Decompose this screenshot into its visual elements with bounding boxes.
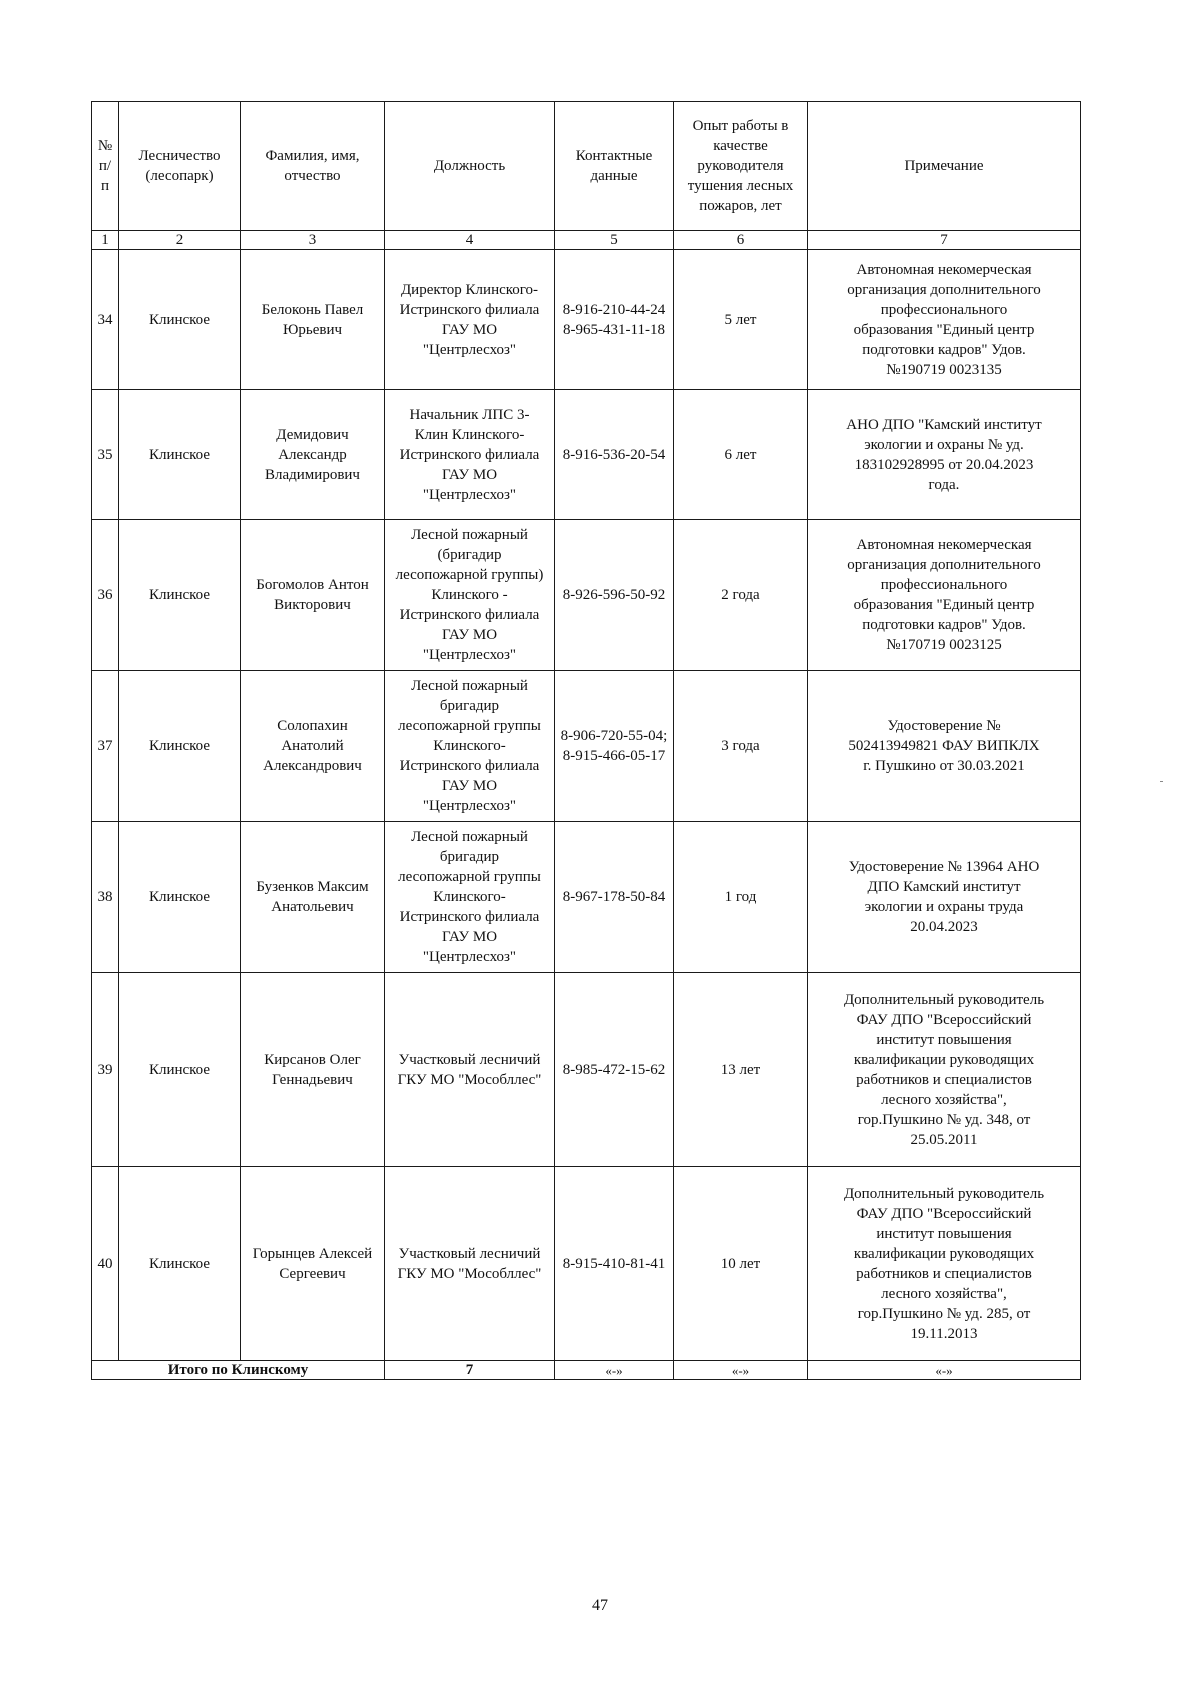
contacts-cell: 8-916-210-44-24 8-965-431-11-18 [555, 250, 674, 390]
column-numbers-row [92, 231, 1081, 250]
note-cell: Автономная некомерческая организация дополнительного профессионального образования "Единый центр подготовки кадров" Удов. №170719 0023125 [808, 520, 1081, 671]
name-cell: Кирсанов Олег Геннадьевич [241, 973, 385, 1167]
note-cell: АНО ДПО "Камский институт экологии и охраны № уд. 183102928995 от 20.04.2023 года. [808, 390, 1081, 520]
total-contacts-ditto: «-» [555, 1361, 674, 1380]
row-number: 35 [92, 390, 119, 520]
table-row [92, 822, 1081, 973]
name-cell: Белоконь Павел Юрьевич [241, 250, 385, 390]
experience-cell: 2 года [674, 520, 808, 671]
note-cell: Дополнительный руководитель ФАУ ДПО "Всероссийский институт повышения квалификации руководящих работников и специалистов лесного хозяйства", гор.Пушкино № уд. 348, от 25.05.2011 [808, 973, 1081, 1167]
experience-cell: 10 лет [674, 1167, 808, 1361]
header-name: Фамилия, имя, отчество [241, 102, 385, 231]
forestry-cell: Клинское [119, 250, 241, 390]
position-cell: Начальник ЛПС 3- Клин Клинского- Истринского филиала ГАУ МО "Центрлесхоз" [385, 390, 555, 520]
contacts-cell: 8-985-472-15-62 [555, 973, 674, 1167]
name-cell: Солопахин Анатолий Александрович [241, 671, 385, 822]
note-cell: Удостоверение № 502413949821 ФАУ ВИПКЛХ г. Пушкино от 30.03.2021 [808, 671, 1081, 822]
total-note-ditto: «-» [808, 1361, 1081, 1380]
row-number: 40 [92, 1167, 119, 1361]
forestry-cell: Клинское [119, 520, 241, 671]
table-header-row [92, 102, 1081, 231]
forestry-cell: Клинское [119, 671, 241, 822]
position-cell: Лесной пожарный (бригадир лесопожарной группы) Клинского - Истринского филиала ГАУ МО "Центрлесхоз" [385, 520, 555, 671]
table-row [92, 1167, 1081, 1361]
table-row [92, 390, 1081, 520]
experience-cell: 3 года [674, 671, 808, 822]
total-label: Итого по Клинскому [92, 1361, 385, 1380]
header-forestry: Лесничество (лесопарк) [119, 102, 241, 231]
note-cell: Дополнительный руководитель ФАУ ДПО "Всероссийский институт повышения квалификации руководящих работников и специалистов лесного хозяйства", гор.Пушкино № уд. 285, от 19.11.2013 [808, 1167, 1081, 1361]
name-cell: Богомолов Антон Викторович [241, 520, 385, 671]
total-count: 7 [385, 1361, 555, 1380]
contacts-cell: 8-926-596-50-92 [555, 520, 674, 671]
scan-speck [1160, 781, 1163, 782]
experience-cell: 13 лет [674, 973, 808, 1167]
table-row [92, 520, 1081, 671]
position-cell: Участковый лесничий ГКУ МО "Мособллес" [385, 973, 555, 1167]
header-number: № п/п [92, 102, 119, 231]
forestry-cell: Клинское [119, 390, 241, 520]
page-number: 47 [592, 1597, 608, 1614]
column-number: 1 [92, 231, 119, 250]
column-number: 5 [555, 231, 674, 250]
header-note: Примечание [808, 102, 1081, 231]
total-row [92, 1361, 1081, 1380]
row-number: 37 [92, 671, 119, 822]
contacts-cell: 8-916-536-20-54 [555, 390, 674, 520]
table-row [92, 671, 1081, 822]
row-number: 38 [92, 822, 119, 973]
contacts-cell: 8-915-410-81-41 [555, 1167, 674, 1361]
name-cell: Бузенков Максим Анатольевич [241, 822, 385, 973]
contacts-cell: 8-906-720-55-04; 8-915-466-05-17 [555, 671, 674, 822]
row-number: 34 [92, 250, 119, 390]
column-number: 6 [674, 231, 808, 250]
experience-cell: 6 лет [674, 390, 808, 520]
header-experience: Опыт работы в качестве руководителя тушения лесных пожаров, лет [674, 102, 808, 231]
contacts-cell: 8-967-178-50-84 [555, 822, 674, 973]
position-cell: Директор Клинского- Истринского филиала ГАУ МО "Центрлесхоз" [385, 250, 555, 390]
header-position: Должность [385, 102, 555, 231]
forestry-staff-table [91, 101, 1081, 1380]
forestry-cell: Клинское [119, 973, 241, 1167]
position-cell: Участковый лесничий ГКУ МО "Мособллес" [385, 1167, 555, 1361]
table-row [92, 250, 1081, 390]
column-number: 3 [241, 231, 385, 250]
position-cell: Лесной пожарный бригадир лесопожарной группы Клинского- Истринского филиала ГАУ МО "Центрлесхоз" [385, 822, 555, 973]
row-number: 39 [92, 973, 119, 1167]
experience-cell: 5 лет [674, 250, 808, 390]
experience-cell: 1 год [674, 822, 808, 973]
column-number: 2 [119, 231, 241, 250]
column-number: 4 [385, 231, 555, 250]
total-experience-ditto: «-» [674, 1361, 808, 1380]
table-row [92, 973, 1081, 1167]
name-cell: Демидович Александр Владимирович [241, 390, 385, 520]
forestry-cell: Клинское [119, 822, 241, 973]
note-cell: Удостоверение № 13964 АНО ДПО Камский институт экологии и охраны труда 20.04.2023 [808, 822, 1081, 973]
note-cell: Автономная некомерческая организация дополнительного профессионального образования "Единый центр подготовки кадров" Удов. №190719 0023135 [808, 250, 1081, 390]
forestry-cell: Клинское [119, 1167, 241, 1361]
position-cell: Лесной пожарный бригадир лесопожарной группы Клинского- Истринского филиала ГАУ МО "Центрлесхоз" [385, 671, 555, 822]
name-cell: Горынцев Алексей Сергеевич [241, 1167, 385, 1361]
column-number: 7 [808, 231, 1081, 250]
row-number: 36 [92, 520, 119, 671]
header-contacts: Контактные данные [555, 102, 674, 231]
